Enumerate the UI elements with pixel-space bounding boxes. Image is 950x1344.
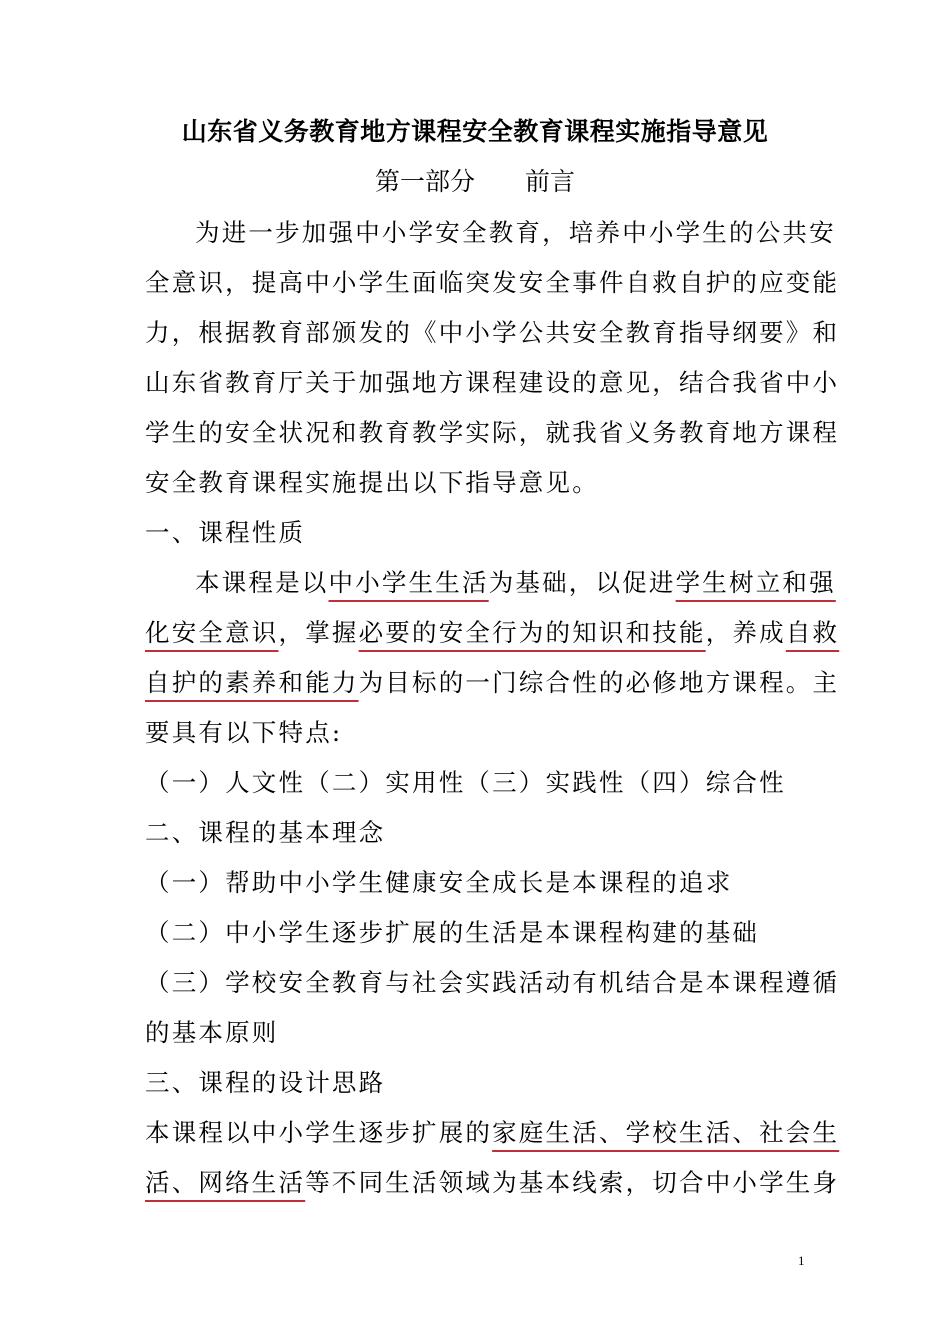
concept-item-3: （三）学校安全教育与社会实践活动有机结合是本课程遵循 <box>145 968 840 997</box>
nature-paragraph-line-1 <box>0 568 950 598</box>
intro-line-2: 全意识，提高中小学生面临突发安全事件自救自护的应变能 <box>145 268 840 297</box>
document-title: 山东省义务教育地方课程安全教育课程实施指导意见 <box>181 117 769 146</box>
text-span: ，掌握 <box>278 618 359 647</box>
section-heading-2: 二、课程的基本理念 <box>145 818 386 847</box>
underlined-phrase: 必要的安全行为的知识和技能 <box>358 618 706 647</box>
text-span: 为基础，以促进 <box>488 568 676 597</box>
underlined-phrase: 化安全意识 <box>145 618 279 647</box>
part-heading: 第一部分 前言 <box>374 167 575 196</box>
page-number: 1 <box>798 1253 805 1268</box>
text-span: 为目标的一门综合性的必修地方课程。主 <box>358 668 840 697</box>
intro-line-6: 安全教育课程实施提出以下指导意见。 <box>145 468 599 497</box>
underlined-phrase: 学生树立和强 <box>675 568 836 597</box>
concept-item-2: （二）中小学生逐步扩展的生活是本课程构建的基础 <box>145 918 760 947</box>
underlined-phrase: 活、网络生活 <box>145 1168 306 1197</box>
section-heading-3: 三、课程的设计思路 <box>145 1068 386 1097</box>
design-paragraph-line-2 <box>0 1168 950 1198</box>
text-span: 本课程是以 <box>195 568 329 597</box>
intro-line-3: 力，根据教育部颁发的《中小学公共安全教育指导纲要》和 <box>145 318 840 347</box>
intro-line-1: 为进一步加强中小学安全教育，培养中小学生的公共安 <box>195 218 836 247</box>
nature-paragraph-line-2 <box>0 618 950 648</box>
features-list: （一）人文性（二）实用性（三）实践性（四）综合性 <box>145 768 786 797</box>
intro-line-5: 学生的安全状况和教育教学实际，就我省义务教育地方课程 <box>145 418 840 447</box>
underlined-phrase: 中小学生生活 <box>328 568 489 597</box>
section-heading-1: 一、课程性质 <box>145 518 306 547</box>
underlined-phrase: 自护的素养和能力 <box>145 668 359 697</box>
design-paragraph-line-1 <box>0 1118 950 1148</box>
nature-paragraph-line-3 <box>0 668 950 698</box>
text-span: 本课程以中小学生逐步扩展的 <box>145 1118 493 1147</box>
nature-paragraph-line-4: 要具有以下特点: <box>145 718 343 747</box>
underlined-phrase: 自救 <box>785 618 840 647</box>
underlined-phrase: 家庭生活、学校生活、社会生 <box>492 1118 840 1147</box>
text-span: 等不同生活领域为基本线索，切合中小学生身 <box>305 1168 840 1197</box>
text-span: ，养成 <box>705 618 786 647</box>
intro-line-4: 山东省教育厅关于加强地方课程建设的意见，结合我省中小 <box>145 368 840 397</box>
concept-item-1: （一）帮助中小学生健康安全成长是本课程的追求 <box>145 868 733 897</box>
concept-item-3-continued: 的基本原则 <box>145 1018 279 1047</box>
